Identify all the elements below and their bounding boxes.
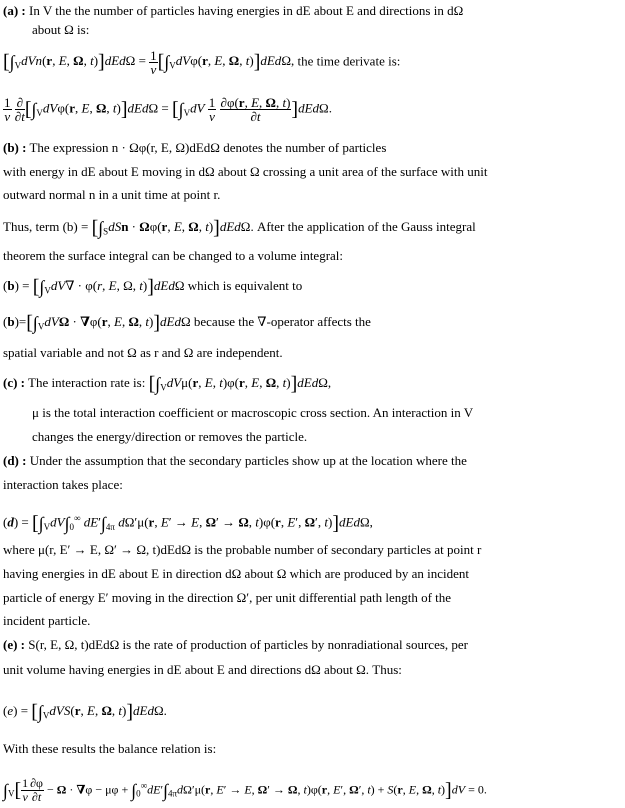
formula-e3: $(e) = [\int_VdVS(r$, E, Ω, t)]dEdΩ. bbox=[3, 701, 167, 723]
paragraph-c-line-1 bbox=[3, 375, 331, 396]
formula-c1: [$\int_VdV\mu(r$, E, t)φ(r, E, Ω, t)]dEdΩ, bbox=[148, 373, 332, 395]
paragraph-e-line-2: unit volume having energies in dE about E and directions dΩ about Ω. Thus: bbox=[3, 662, 402, 677]
paragraph-a-line-1 bbox=[3, 3, 463, 19]
formula-balance: $\int_V$[ $\frac{1}{v}$ $\frac{\partial\varphi}{\partial t}$ − $\Omega \cdot \nabla\varphi - \mu\varphi + \int_0^\infty dE'\int_{4\pi}d\Omega'\mu(r$, E′ → E, Ω′ → Ω, t)φ(r, E′, Ω′, t) + S(r, E, Ω, t)]dV = 0. bbox=[3, 776, 487, 804]
text-a1: In V the the number of particles having energies in dE about E and directions in dΩ bbox=[29, 3, 464, 18]
paragraph-c-line-3: changes the energy/direction or removes the particle. bbox=[32, 429, 308, 444]
text-b4-suffix: After the application of the Gauss integral bbox=[256, 219, 476, 234]
paragraph-e-line-1 bbox=[3, 637, 468, 653]
paragraph-balance-intro: With these results the balance relation is: bbox=[3, 741, 217, 756]
formula-a3-expression: [$\int_VdVn(r$, E, Ω, t)]dEdΩ = $\frac{1}{v}$ [$\int_VdV\varphi(r$, E, Ω, t)]dEdΩ, bbox=[3, 48, 295, 77]
paragraph-b-line-3: outward normal n in a unit time at point r. bbox=[3, 187, 221, 202]
paragraph-b-line-2: with energy in dE about E moving in dΩ about Ω crossing a unit area of the surface with unit bbox=[3, 164, 488, 179]
label-b: (b) : bbox=[3, 140, 27, 155]
paragraph-b-line-6 bbox=[3, 278, 302, 299]
paragraph-d-line-1 bbox=[3, 453, 467, 469]
paragraph-d-line-6: particle of energy E′ moving in the direction Ω′, per unit differential path length of the bbox=[3, 590, 452, 605]
paragraph-c-line-2: μ is the total interaction coefficient or macroscopic cross section. An interaction in V bbox=[32, 405, 474, 420]
paragraph-d-line-2: interaction takes place: bbox=[3, 477, 123, 492]
formula-a4: $\frac{1}{v}$ $\frac{\partial}{\partial t}$ [$\int_VdV\varphi(r$, E, Ω, $t)]dEd\Omega = [\int_VdV$ $\frac{1}{v}$ $\frac{\partial\varphi(r, E, \Omega, t)}{\partial t}$ ]dEdΩ. bbox=[4, 95, 332, 124]
label-a: (a) : bbox=[3, 3, 26, 18]
text-b1: The expression n · Ωφ(r, E, Ω)dEdΩ denotes the number of particles bbox=[29, 140, 387, 155]
formula-b6: $(b) = [\int_VdV\nabla \cdot \varphi(r$, E, Ω, t)]dEdΩ bbox=[3, 276, 185, 298]
label-d: (d) : bbox=[3, 453, 27, 468]
paragraph-d-line-7: incident particle. bbox=[3, 613, 91, 628]
text-d1: Under the assumption that the secondary particles show up at the location where the bbox=[29, 453, 467, 468]
formula-a3 bbox=[3, 49, 400, 76]
paragraph-b-line-7 bbox=[3, 314, 371, 335]
text-e1: S(r, E, Ω, t)dEdΩ is the rate of production of particles by nonradiational sources, per bbox=[28, 637, 468, 652]
paragraph-d-line-4: where μ(r, E′ → E, Ω′ → Ω, t)dEdΩ is the probable number of secondary particles at point r bbox=[3, 542, 482, 557]
text-b7-suffix: because the ∇-operator affects the bbox=[193, 314, 371, 329]
formula-d3: $(d) = [\int_VdV\int_0^\infty$ $dE'\int_{4\pi}$ dΩ′μ(r, E′ → E, Ω′ → Ω, t)φ(r, E′, Ω′, t)]dEdΩ, bbox=[3, 512, 373, 535]
text-b4-prefix: Thus, term (b) = bbox=[3, 219, 89, 234]
text-c1-prefix: The interaction rate is: bbox=[28, 375, 146, 390]
paragraph-b-line-8: spatial variable and not Ω as r and Ω are independent. bbox=[3, 345, 283, 360]
label-e: (e) : bbox=[3, 637, 26, 652]
paragraph-d-line-5: having energies in dE about E in direction dΩ about Ω which are produced by an incident bbox=[3, 566, 470, 581]
formula-b7: $(b)=[\int_VdV\Omega \cdot \nabla\varphi(r$, E, Ω, t)]dEdΩ bbox=[3, 312, 191, 334]
paragraph-a-line-2: about Ω is: bbox=[32, 22, 90, 37]
label-c: (c) : bbox=[3, 375, 26, 390]
formula-b4: [$\int_SdSn \cdot \Omega\varphi(r$, E, Ω, t)]dEdΩ. bbox=[91, 217, 254, 239]
text-b6-suffix: which is equivalent to bbox=[187, 278, 303, 293]
paragraph-b-line-4 bbox=[3, 219, 476, 240]
paragraph-b-line-5: theorem the surface integral can be changed to a volume integral: bbox=[3, 248, 344, 263]
paragraph-b-line-1 bbox=[3, 140, 386, 156]
text-a3-suffix: the time derivate is: bbox=[297, 53, 401, 69]
